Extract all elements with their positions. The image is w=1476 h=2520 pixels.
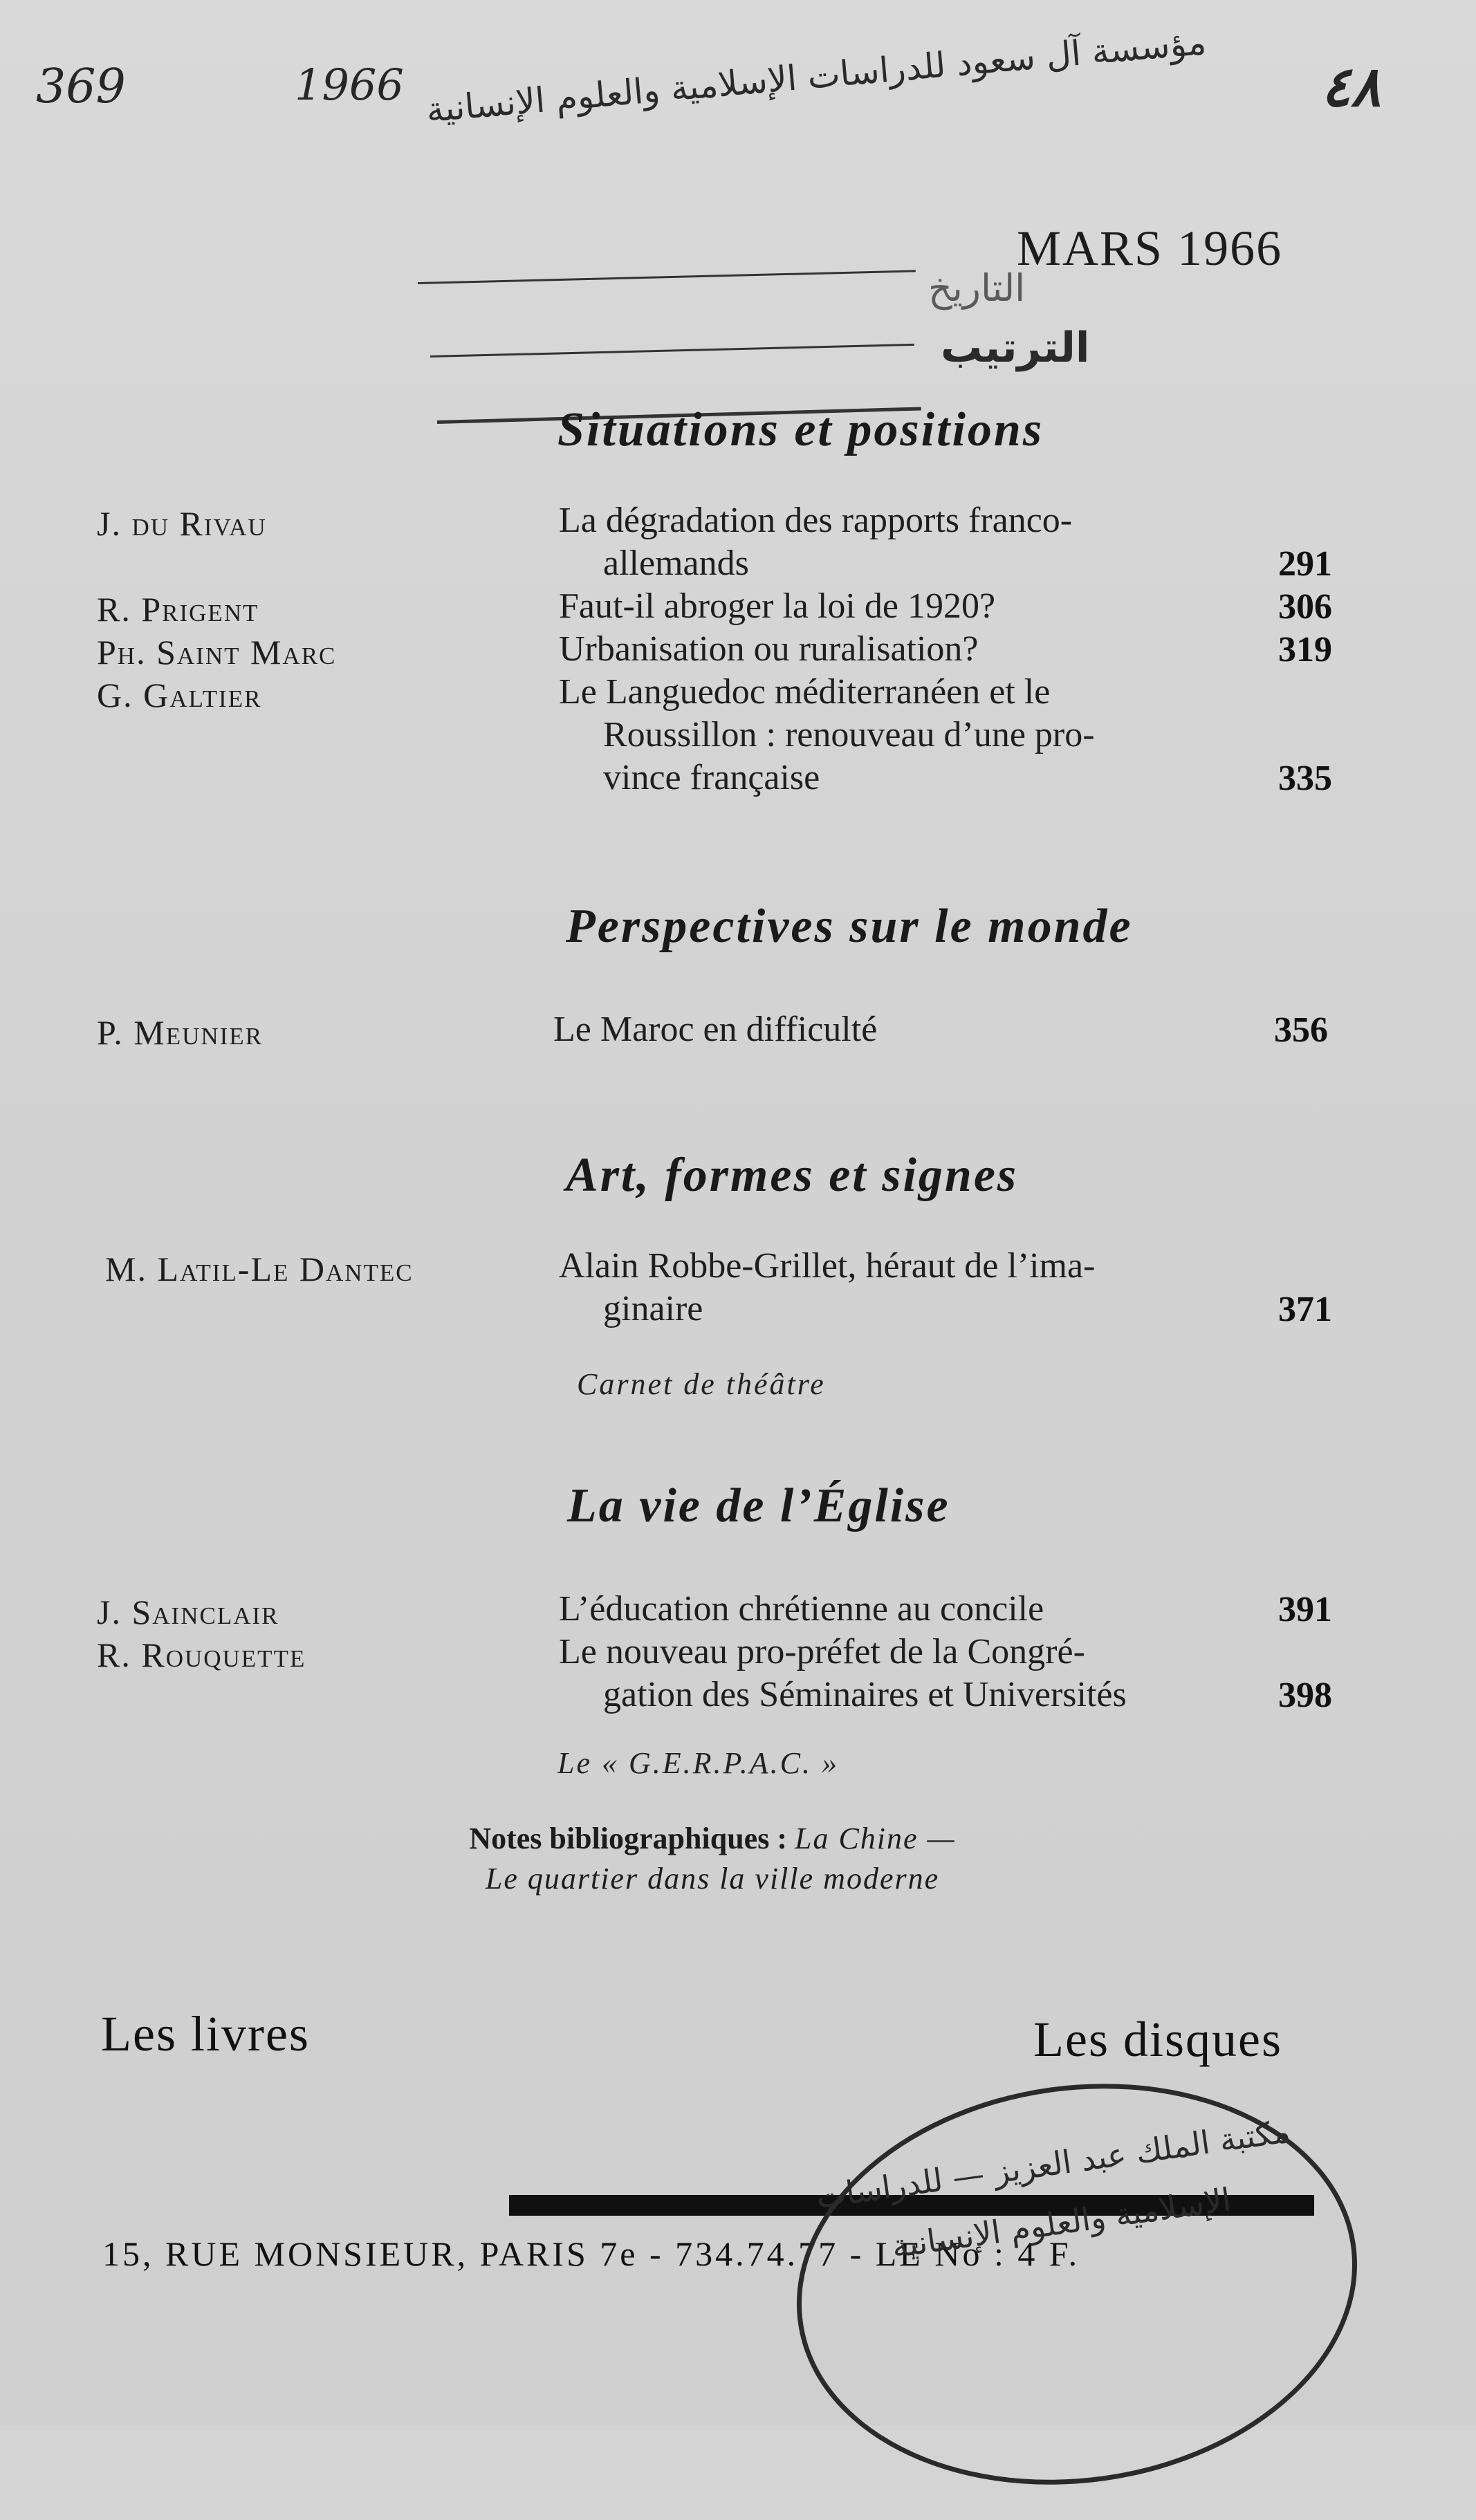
section-note: Carnet de théâtre [577,1367,826,1401]
author-name: R. Rouquette [97,1636,306,1674]
title-line: La dégradation des rapports franco- [559,501,1073,540]
records-heading: Les disques [1033,2012,1282,2067]
toc-title [559,499,1223,585]
section-heading-situations: Situations et positions [557,403,1044,456]
toc-author [97,1635,306,1675]
toc-author [97,632,336,672]
issue-date: MARS 1966 [1017,221,1283,276]
section-heading-eglise: La vie de l’Église [567,1479,950,1532]
stamp-order-label: الترتيب [941,324,1090,372]
toc-title [559,1588,1223,1631]
title-line: Alain Robbe-Grillet, héraut de l’ima- [559,1246,1096,1286]
toc-title [553,1008,1217,1051]
title-line: vince française [603,758,820,797]
toc-title [559,628,1223,671]
toc-title [559,1631,1223,1716]
title-line: ginaire [603,1289,703,1328]
handwritten-number: 369 [36,59,126,114]
toc-page-number: 306 [1278,587,1332,627]
author-name: Ph. Saint Marc [97,633,337,671]
toc-author [97,1012,263,1053]
toc-page-number: 291 [1278,544,1332,584]
toc-page-number: 398 [1278,1676,1332,1715]
stamp-date-label: التاريخ [928,266,1026,310]
title-line: Urbanisation ou ruralisation? [559,629,979,669]
title-line: Le Maroc en difficulté [553,1010,878,1049]
library-stamp-text: مكتبة الملك عبد العزيز — للدراسات الإسلامية والعلوم الإنسانية [813,2112,1293,2266]
title-line: Le nouveau pro-préfet de la Congré- [559,1632,1085,1671]
author-name: G. Galtier [97,676,262,714]
toc-author [97,1592,279,1632]
author-name: J. Sainclair [97,1593,279,1631]
title-line: Le Languedoc méditerranéen et le [559,672,1051,712]
biblio-item: Le quartier dans la ville moderne [485,1862,940,1896]
books-heading: Les livres [101,2006,310,2062]
author-name: R. Prigent [97,590,259,629]
biblio-line-1 [401,1819,1024,1859]
title-line: gation des Séminaires et Universités [603,1675,1127,1714]
toc-page-number: 335 [1278,759,1332,798]
biblio-label: Notes bibliographiques : [469,1822,787,1855]
biblio-line-2 [401,1859,1024,1899]
institution-stamp: مؤسسة آل سعود للدراسات الإسلامية والعلوم الإنسانية [424,21,1208,131]
toc-title [559,1245,1223,1331]
title-line: allemands [603,544,749,583]
biblio-item: La Chine — [794,1822,956,1855]
author-name: M. Latil-Le Dantec [105,1250,414,1288]
publisher-address: 15, RUE MONSIEUR, PARIS 7e - 734.74.77 - LE No : 4 F. [102,2234,1080,2273]
title-line: Faut-il abroger la loi de 1920? [559,586,996,626]
toc-author [105,1249,414,1289]
handwritten-archive-number: ٤٨ [1321,54,1381,119]
toc-title [559,671,1223,799]
toc-page-number: 391 [1278,1590,1332,1629]
author-name: J. du Rivau [97,504,267,543]
toc-page-number: 319 [1278,630,1332,669]
section-heading-art: Art, formes et signes [566,1149,1019,1202]
handwritten-year: 1966 [295,59,404,110]
author-name: P. Meunier [97,1013,264,1052]
section-heading-perspectives: Perspectives sur le monde [566,900,1133,953]
toc-title [559,585,1223,628]
toc-author [97,503,267,544]
toc-author [97,675,261,715]
section-note: Le « G.E.R.P.A.C. » [557,1746,839,1780]
bibliographic-notes [401,1819,1024,1899]
title-line: Roussillon : renouveau d’une pro- [603,715,1095,754]
title-line: L’éducation chrétienne au concile [559,1589,1044,1629]
toc-author [97,589,259,629]
toc-page-number: 371 [1278,1290,1332,1329]
toc-page-number: 356 [1274,1010,1328,1050]
